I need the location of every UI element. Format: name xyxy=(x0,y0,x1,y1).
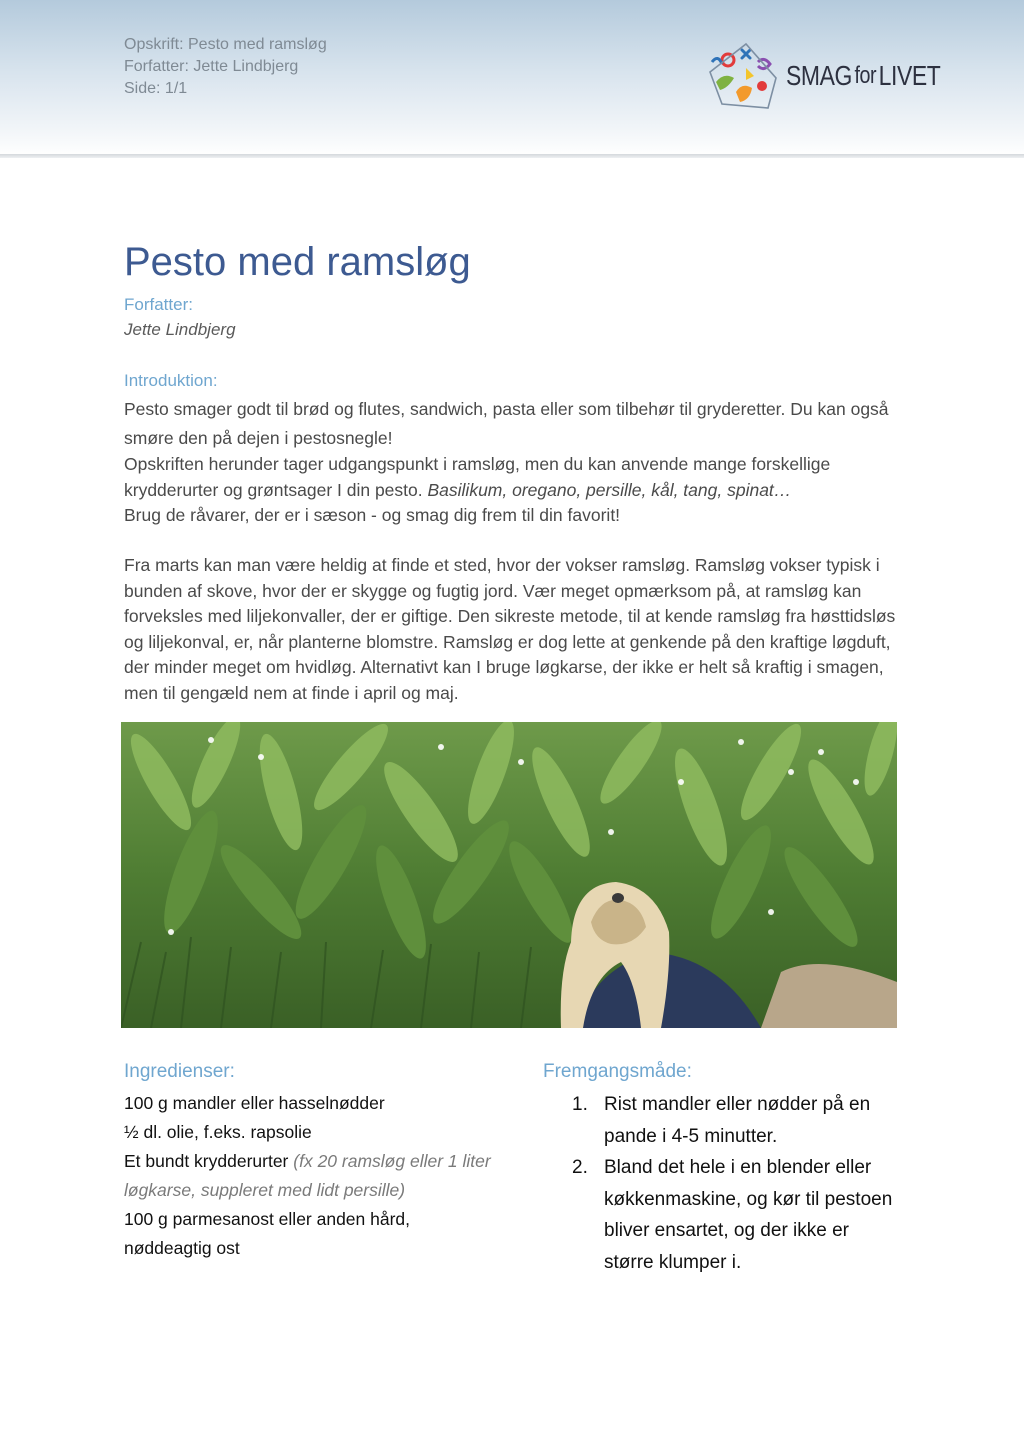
herb-examples: Basilikum, oregano, persille, kål, tang, spinat… xyxy=(427,479,792,500)
meta-author: Forfatter: Jette Lindbjerg xyxy=(124,58,299,75)
ingredient-item: ½ dl. olie, f.eks. rapsolie xyxy=(124,1122,312,1142)
intro-label: Introduktion: xyxy=(124,371,218,390)
intro-paragraph-2-text: Opskriften herunder tager udgangspunkt i ramsløg, men du kan anvende mange forskellige krydderurter og grøntsager I din pesto. xyxy=(124,454,831,500)
intro-paragraph-2 xyxy=(124,452,904,529)
photo-illustration xyxy=(121,722,897,1028)
intro-paragraph-3: Fra marts kan man være heldig at finde et sted, hvor der vokser ramsløg. Ramsløg vokser typisk i bunden af skove, hvor der er skygge og fugtig jord. Vær meget opmærksom på, at ramsløg kan forveksles med liljekonvaller, der er giftige. Den sikreste metode, til at kende ramsløg fra høsttidsløs og liljekonval, er, når planterne blomstre. Ramsløg er dog lette at genkende på den kraftige løgduft, der minder meget om hvidløg. Alternativt kan I bruge løgkarse, der ikke er helt så kraftig i smagen, men til gengæld nem at finde i april og maj. xyxy=(124,555,896,703)
logo-wordmark xyxy=(786,60,940,92)
recipe-title: Pesto med ramsløg xyxy=(124,240,471,284)
step-number: 2. xyxy=(572,1157,588,1178)
logo-word-livet: LIVET xyxy=(878,60,941,91)
ingredients-list xyxy=(124,1089,494,1263)
document-meta xyxy=(124,34,327,100)
smag-for-livet-logo xyxy=(706,42,946,110)
intro-paragraph-1: Pesto smager godt til brød og flutes, sandwich, pasta eller som tilbehør til gryderetter. Du kan også smøre den på dejen i pestosnegle! xyxy=(124,399,889,448)
ingredients-label: Ingredienser: xyxy=(124,1061,235,1082)
ingredient-note: (fx 20 ramsløg eller 1 liter løgkarse, suppleret med lidt persille) xyxy=(124,1151,491,1200)
method-steps xyxy=(572,1089,902,1278)
step-text: Rist mandler eller nødder på en pande i 4-5 minutter. xyxy=(604,1094,871,1147)
meta-page: Side: 1/1 xyxy=(124,80,188,97)
author-label: Forfatter: xyxy=(124,295,193,314)
logo-word-for: for xyxy=(854,62,877,89)
header-divider xyxy=(0,154,1024,158)
logo-mark-icon xyxy=(706,42,778,110)
logo-word-smag: SMAG xyxy=(786,60,852,91)
meta-recipe: Opskrift: Pesto med ramsløg xyxy=(124,36,327,53)
wild-garlic-photo xyxy=(121,722,897,1028)
method-step xyxy=(572,1089,902,1152)
step-number: 1. xyxy=(572,1094,588,1115)
ingredient-item-text: Et bundt krydderurter xyxy=(124,1151,289,1171)
ingredient-item xyxy=(124,1147,494,1205)
ingredient-item: 100 g mandler eller hasselnødder xyxy=(124,1093,385,1113)
method-step xyxy=(572,1152,902,1278)
author-name: Jette Lindbjerg xyxy=(124,320,236,339)
step-text: Bland det hele i en blender eller køkkenmaskine, og kør til pestoen bliver ensartet, og der ikke er større klumper i. xyxy=(604,1157,893,1273)
ingredient-item: 100 g parmesanost eller anden hård, nøddeagtig ost xyxy=(124,1209,411,1258)
intro-paragraph-2-closing: Brug de råvarer, der er i sæson - og smag dig frem til din favorit! xyxy=(124,505,621,525)
method-label: Fremgangsmåde: xyxy=(543,1061,692,1082)
